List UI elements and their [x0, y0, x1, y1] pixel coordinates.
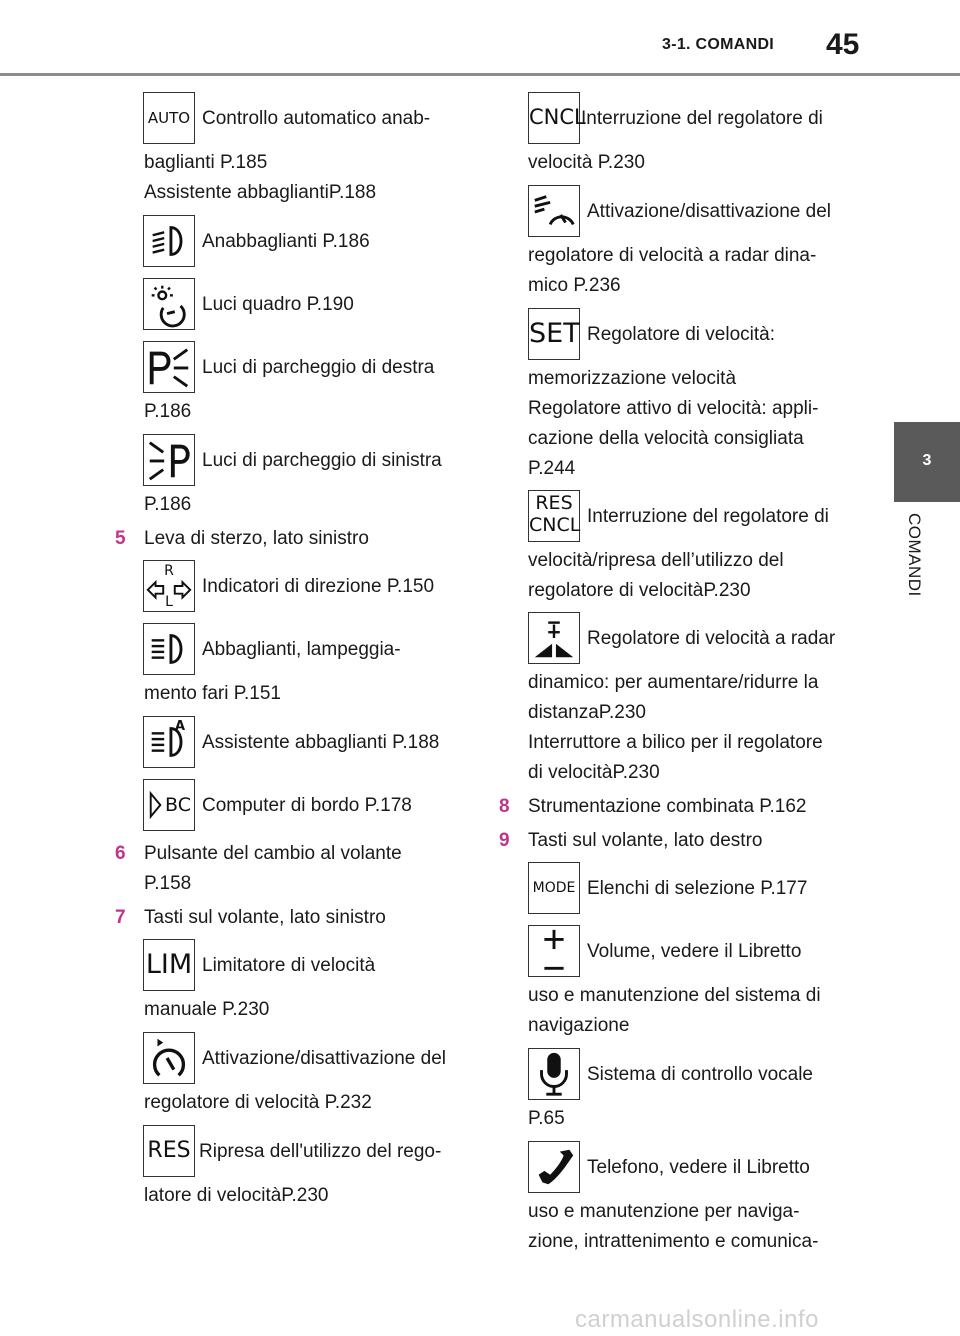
microphone-icon [528, 1048, 580, 1100]
set-text-5: P.244 [528, 458, 576, 479]
voice-text-2: P.65 [528, 1108, 565, 1129]
cncl-text: Interruzione del regolatore di [581, 108, 823, 129]
res-text: Ripresa dell'utilizzo del rego- [199, 1141, 442, 1162]
res-icon: RES [143, 1125, 195, 1177]
item-6-page: P.158 [144, 873, 192, 894]
res-cncl-text: Interruzione del regolatore di [587, 506, 829, 527]
item-number-8: 8 [499, 796, 510, 817]
phone-text: Telefono, vedere il Libretto [587, 1157, 810, 1178]
lim-text-2: manuale P.230 [144, 999, 270, 1020]
set-text: Regolatore di velocità: [587, 324, 775, 345]
cruise-control-icon [143, 1032, 195, 1084]
trip-computer-text: Computer di bordo P.178 [202, 795, 412, 816]
item-6-title: Pulsante del cambio al volante [144, 843, 402, 864]
section-title: 3-1. COMANDI [662, 36, 775, 53]
item-number-5: 5 [115, 528, 126, 549]
parking-left-page: P.186 [144, 494, 192, 515]
volume-icon [528, 925, 580, 977]
lim-text: Limitatore di velocità [202, 955, 376, 976]
auto-light-icon: AUTO [143, 92, 195, 144]
parking-left-text: Luci di parcheggio di sinistra [202, 450, 442, 471]
set-icon: SET [528, 308, 580, 360]
low-beam-text: Anabbaglianti P.186 [202, 231, 370, 252]
item-7-title: Tasti sul volante, lato sinistro [144, 907, 386, 928]
header-divider [0, 73, 960, 76]
radar-cruise-icon [528, 185, 580, 237]
res-text-2: latore di velocitàP.230 [144, 1185, 329, 1206]
cncl-icon: CNCL [528, 92, 580, 144]
phone-icon [528, 1141, 580, 1193]
distance-text-3: distanzaP.230 [528, 702, 646, 723]
set-text-3: Regolatore attivo di velocità: appli- [528, 398, 819, 419]
auto-high-beam-icon: A [143, 716, 195, 768]
high-beam-text: Abbaglianti, lampeggia- [202, 639, 401, 660]
trip-computer-icon: BC [143, 779, 195, 831]
res-cncl-text-2: velocità/ripresa dell’utilizzo del [528, 550, 784, 571]
parking-right-text: Luci di parcheggio di destra [202, 357, 435, 378]
set-text-2: memorizzazione velocità [528, 368, 737, 389]
volume-text-3: navigazione [528, 1015, 630, 1036]
parking-left-icon [143, 434, 195, 486]
mode-icon: MODE [528, 862, 580, 914]
page-number: 45 [826, 28, 860, 61]
volume-text: Volume, vedere il Libretto [587, 941, 802, 962]
distance-icon [528, 612, 580, 664]
item-9-title: Tasti sul volante, lato destro [528, 830, 763, 851]
chapter-label: COMANDI [905, 513, 924, 597]
low-beam-icon [143, 215, 195, 267]
phone-text-2: uso e manutenzione per naviga- [528, 1201, 800, 1222]
turn-signal-text: Indicatori di direzione P.150 [202, 576, 435, 597]
auto-high-beam-text: Assistente abbaglianti P.188 [202, 732, 440, 753]
auto-light-text-2: baglianti P.185 [144, 152, 268, 173]
cruise-control-text: Attivazione/disattivazione del [202, 1048, 446, 1069]
cncl-text-2: velocità P.230 [528, 152, 645, 173]
panel-light-text: Luci quadro P.190 [202, 294, 354, 315]
radar-cruise-text-2: regolatore di velocità a radar dina- [528, 245, 817, 266]
mode-text: Elenchi di selezione P.177 [587, 878, 808, 899]
parking-right-page: P.186 [144, 401, 192, 422]
radar-cruise-text-3: mico P.236 [528, 275, 621, 296]
item-5-title: Leva di sterzo, lato sinistro [144, 528, 369, 549]
lim-icon: LIM [143, 939, 195, 991]
chapter-number: 3 [922, 452, 932, 469]
high-beam-icon [143, 623, 195, 675]
res-cncl-icon: RES CNCL [528, 490, 580, 542]
volume-text-2: uso e manutenzione del sistema di [528, 985, 821, 1006]
item-8-title: Strumentazione combinata P.162 [528, 796, 807, 817]
distance-text: Regolatore di velocità a radar [587, 628, 836, 649]
item-number-9: 9 [499, 830, 510, 851]
parking-right-icon [143, 341, 195, 393]
set-text-4: cazione della velocità consigliata [528, 428, 804, 449]
auto-light-text-3: Assistente abbagliantiP.188 [144, 182, 377, 203]
cruise-control-text-2: regolatore di velocità P.232 [144, 1092, 372, 1113]
radar-cruise-text: Attivazione/disattivazione del [587, 201, 831, 222]
distance-text-4: Interruttore a bilico per il regolatore [528, 732, 823, 753]
chapter-tab [894, 422, 960, 502]
item-number-7: 7 [115, 907, 126, 928]
distance-text-5: di velocitàP.230 [528, 762, 660, 783]
high-beam-text-2: mento fari P.151 [144, 683, 281, 704]
res-cncl-text-3: regolatore di velocitàP.230 [528, 580, 751, 601]
phone-text-3: zione, intrattenimento e comunica- [528, 1231, 819, 1252]
distance-text-2: dinamico: per aumentare/ridurre la [528, 672, 819, 693]
auto-light-text: Controllo automatico anab- [202, 108, 431, 129]
panel-light-icon [143, 278, 195, 330]
turn-signal-icon: R L [143, 560, 195, 612]
voice-text: Sistema di controllo vocale [587, 1064, 813, 1085]
item-number-6: 6 [115, 843, 126, 864]
watermark: carmanualsonline.info [575, 1306, 819, 1333]
